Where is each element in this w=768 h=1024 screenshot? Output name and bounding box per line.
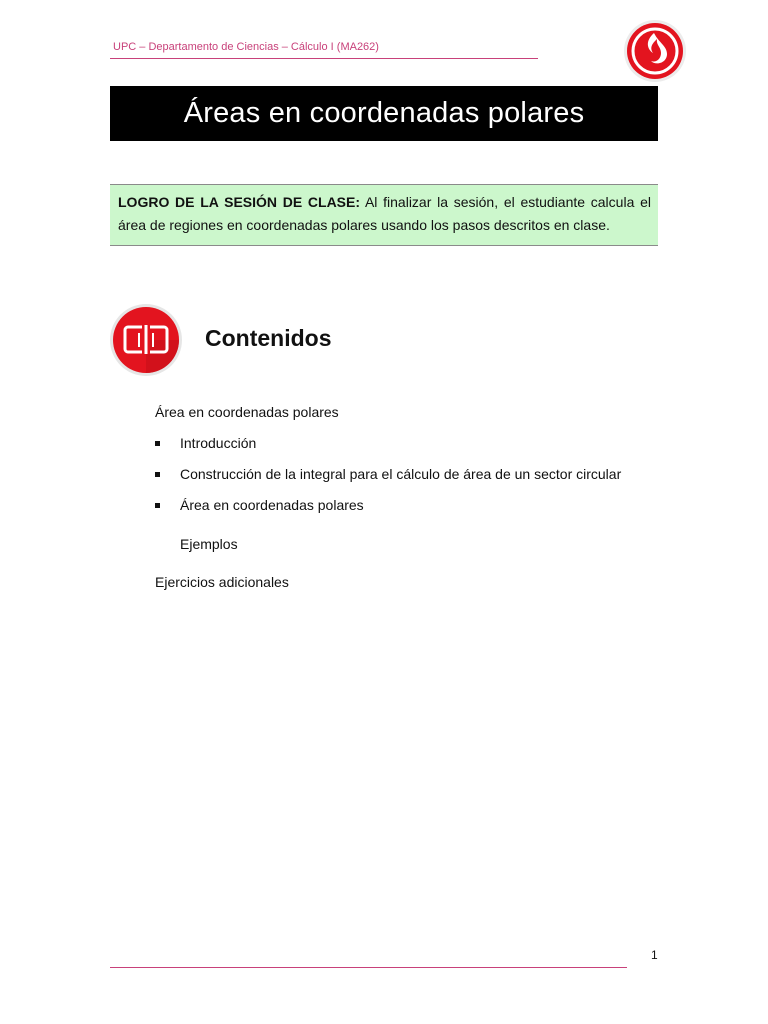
bullet-icon [155, 503, 160, 508]
bullet-icon [155, 441, 160, 446]
toc-subitem-examples: Ejemplos [180, 536, 238, 552]
header-divider [110, 58, 538, 59]
toc-section-area: Área en coordenadas polares [155, 404, 339, 420]
bullet-icon [155, 472, 160, 477]
book-icon [109, 303, 187, 377]
learning-outcome-box [110, 184, 658, 246]
toc-bullet-text: Área en coordenadas polares [180, 497, 364, 513]
page-number: 1 [651, 948, 658, 962]
page-title: Áreas en coordenadas polares [110, 86, 658, 141]
header-text: UPC – Departamento de Ciencias – Cálculo I (MA262) [113, 41, 379, 53]
learning-outcome-label: LOGRO DE LA SESIÓN DE CLASE: [118, 194, 361, 210]
toc-bullet-text: Construcción de la integral para el cálculo de área de un sector circular [180, 466, 622, 482]
toc-bullet-text: Introducción [180, 435, 257, 451]
learning-outcome-text: Al finalizar la sesión, el estudiante calcula el área de regiones en coordenadas polares usando los pasos descritos en clase. [118, 194, 651, 233]
toc-section-exercises: Ejercicios adicionales [155, 574, 289, 590]
upc-logo-icon [623, 19, 687, 83]
contents-heading: Contenidos [205, 325, 332, 351]
footer-divider [110, 967, 627, 968]
